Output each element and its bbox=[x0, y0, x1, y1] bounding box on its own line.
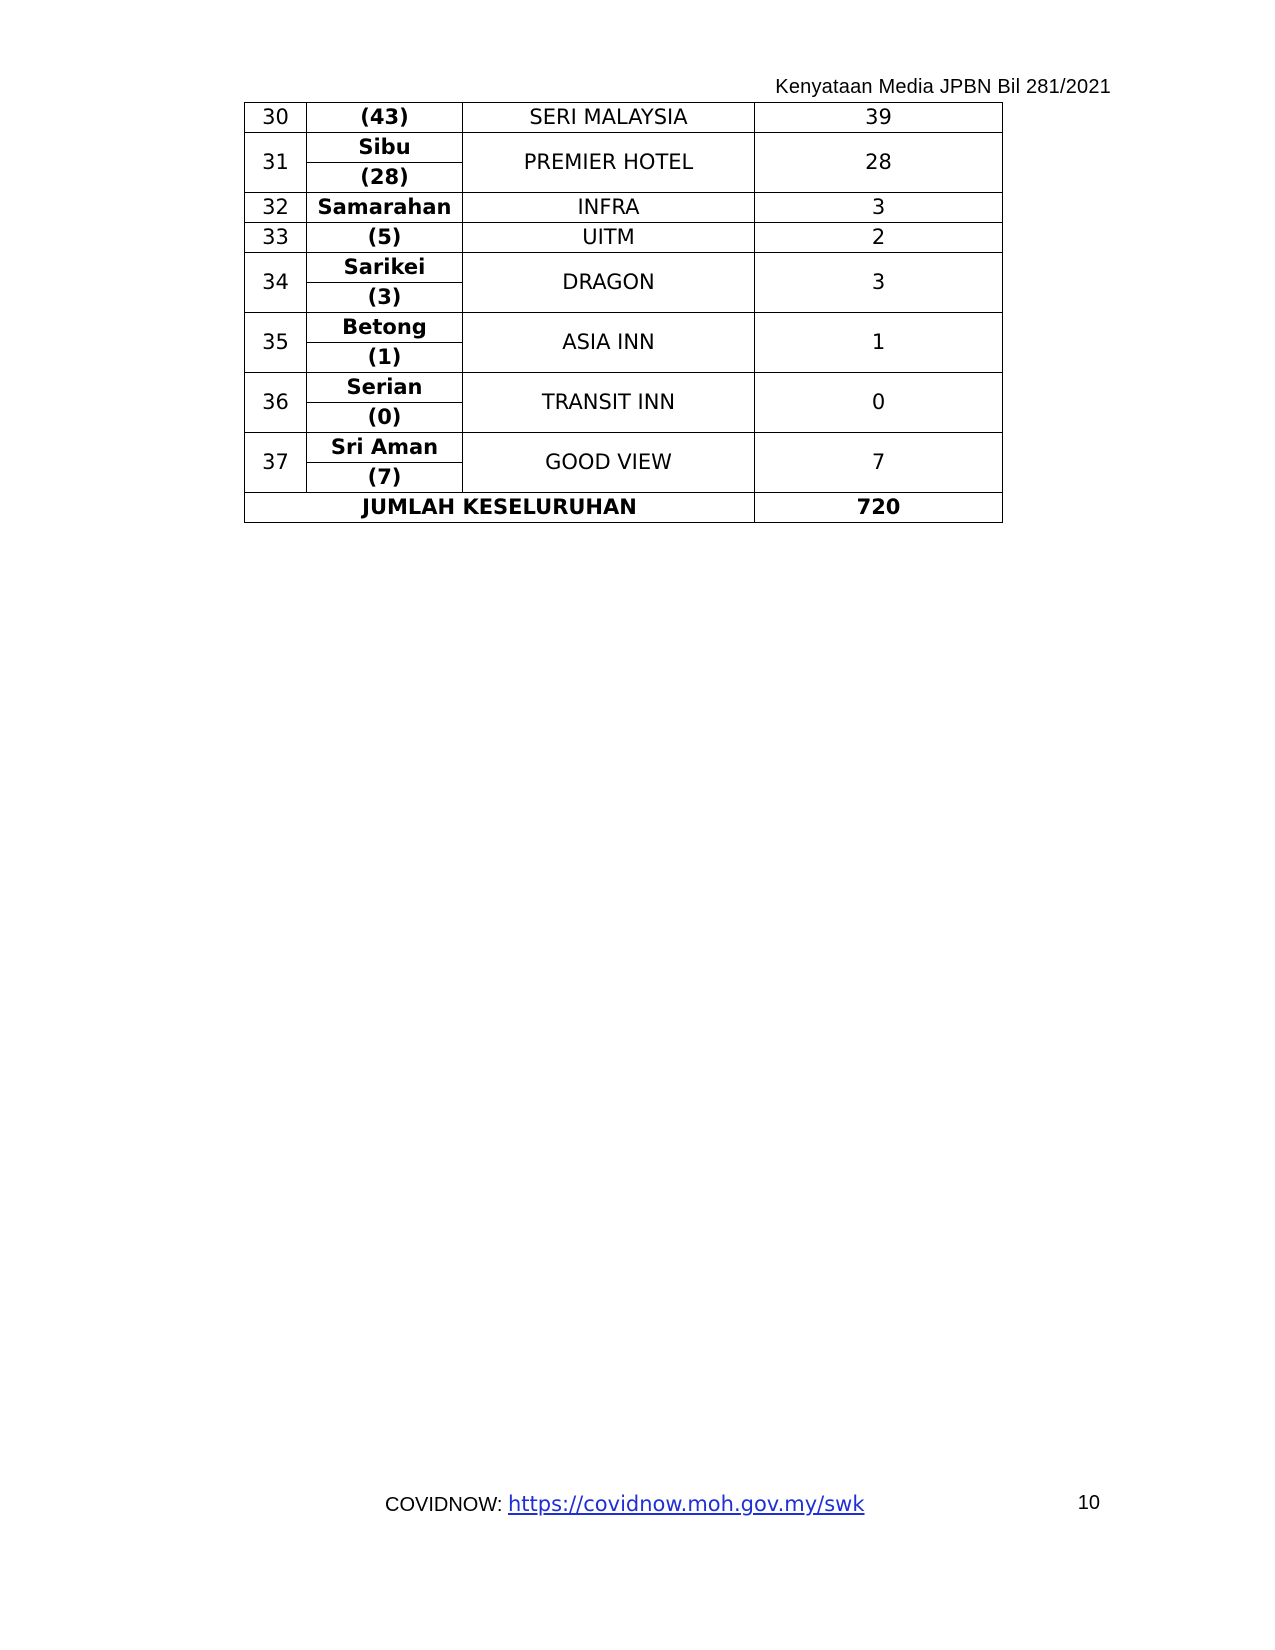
total-label: JUMLAH KESELURUHAN bbox=[245, 493, 755, 523]
table-row bbox=[245, 133, 1003, 163]
table-row bbox=[245, 193, 1003, 223]
row-number: 34 bbox=[245, 253, 307, 313]
division-name: Samarahan bbox=[307, 193, 463, 223]
division-count: (7) bbox=[307, 463, 463, 493]
hotel-count: 7 bbox=[755, 433, 1003, 493]
footer bbox=[385, 1492, 865, 1517]
hotel-name: GOOD VIEW bbox=[463, 433, 755, 493]
row-number: 32 bbox=[245, 193, 307, 223]
division-count: (43) bbox=[307, 103, 463, 133]
hotel-count: 1 bbox=[755, 313, 1003, 373]
table-row bbox=[245, 373, 1003, 403]
quarantine-centre-table bbox=[244, 102, 1003, 523]
hotel-name: TRANSIT INN bbox=[463, 373, 755, 433]
division-name: Sibu bbox=[307, 133, 463, 163]
table-row bbox=[245, 103, 1003, 133]
hotel-name: DRAGON bbox=[463, 253, 755, 313]
hotel-name: UITM bbox=[463, 223, 755, 253]
division-name: Sri Aman bbox=[307, 433, 463, 463]
table-row bbox=[245, 433, 1003, 463]
document-reference: Kenyataan Media JPBN Bil 281/2021 bbox=[775, 76, 1111, 98]
row-number: 35 bbox=[245, 313, 307, 373]
page-number: 10 bbox=[1077, 1492, 1100, 1514]
division-name: Betong bbox=[307, 313, 463, 343]
total-row bbox=[245, 493, 1003, 523]
row-number: 31 bbox=[245, 133, 307, 193]
hotel-count: 39 bbox=[755, 103, 1003, 133]
hotel-name: SERI MALAYSIA bbox=[463, 103, 755, 133]
row-number: 30 bbox=[245, 103, 307, 133]
hotel-count: 0 bbox=[755, 373, 1003, 433]
division-count: (3) bbox=[307, 283, 463, 313]
total-value: 720 bbox=[755, 493, 1003, 523]
table-row bbox=[245, 313, 1003, 343]
hotel-name: ASIA INN bbox=[463, 313, 755, 373]
division-count: (5) bbox=[307, 223, 463, 253]
division-name: Serian bbox=[307, 373, 463, 403]
row-number: 36 bbox=[245, 373, 307, 433]
row-number: 33 bbox=[245, 223, 307, 253]
division-count: (28) bbox=[307, 163, 463, 193]
division-count: (1) bbox=[307, 343, 463, 373]
hotel-name: INFRA bbox=[463, 193, 755, 223]
table-row bbox=[245, 253, 1003, 283]
hotel-count: 3 bbox=[755, 193, 1003, 223]
hotel-count: 28 bbox=[755, 133, 1003, 193]
footer-label: COVIDNOW: bbox=[385, 1494, 503, 1516]
covidnow-link[interactable]: https://covidnow.moh.gov.my/swk bbox=[507, 1492, 865, 1516]
row-number: 37 bbox=[245, 433, 307, 493]
hotel-count: 3 bbox=[755, 253, 1003, 313]
table-row bbox=[245, 223, 1003, 253]
hotel-count: 2 bbox=[755, 223, 1003, 253]
division-count: (0) bbox=[307, 403, 463, 433]
division-name: Sarikei bbox=[307, 253, 463, 283]
hotel-name: PREMIER HOTEL bbox=[463, 133, 755, 193]
